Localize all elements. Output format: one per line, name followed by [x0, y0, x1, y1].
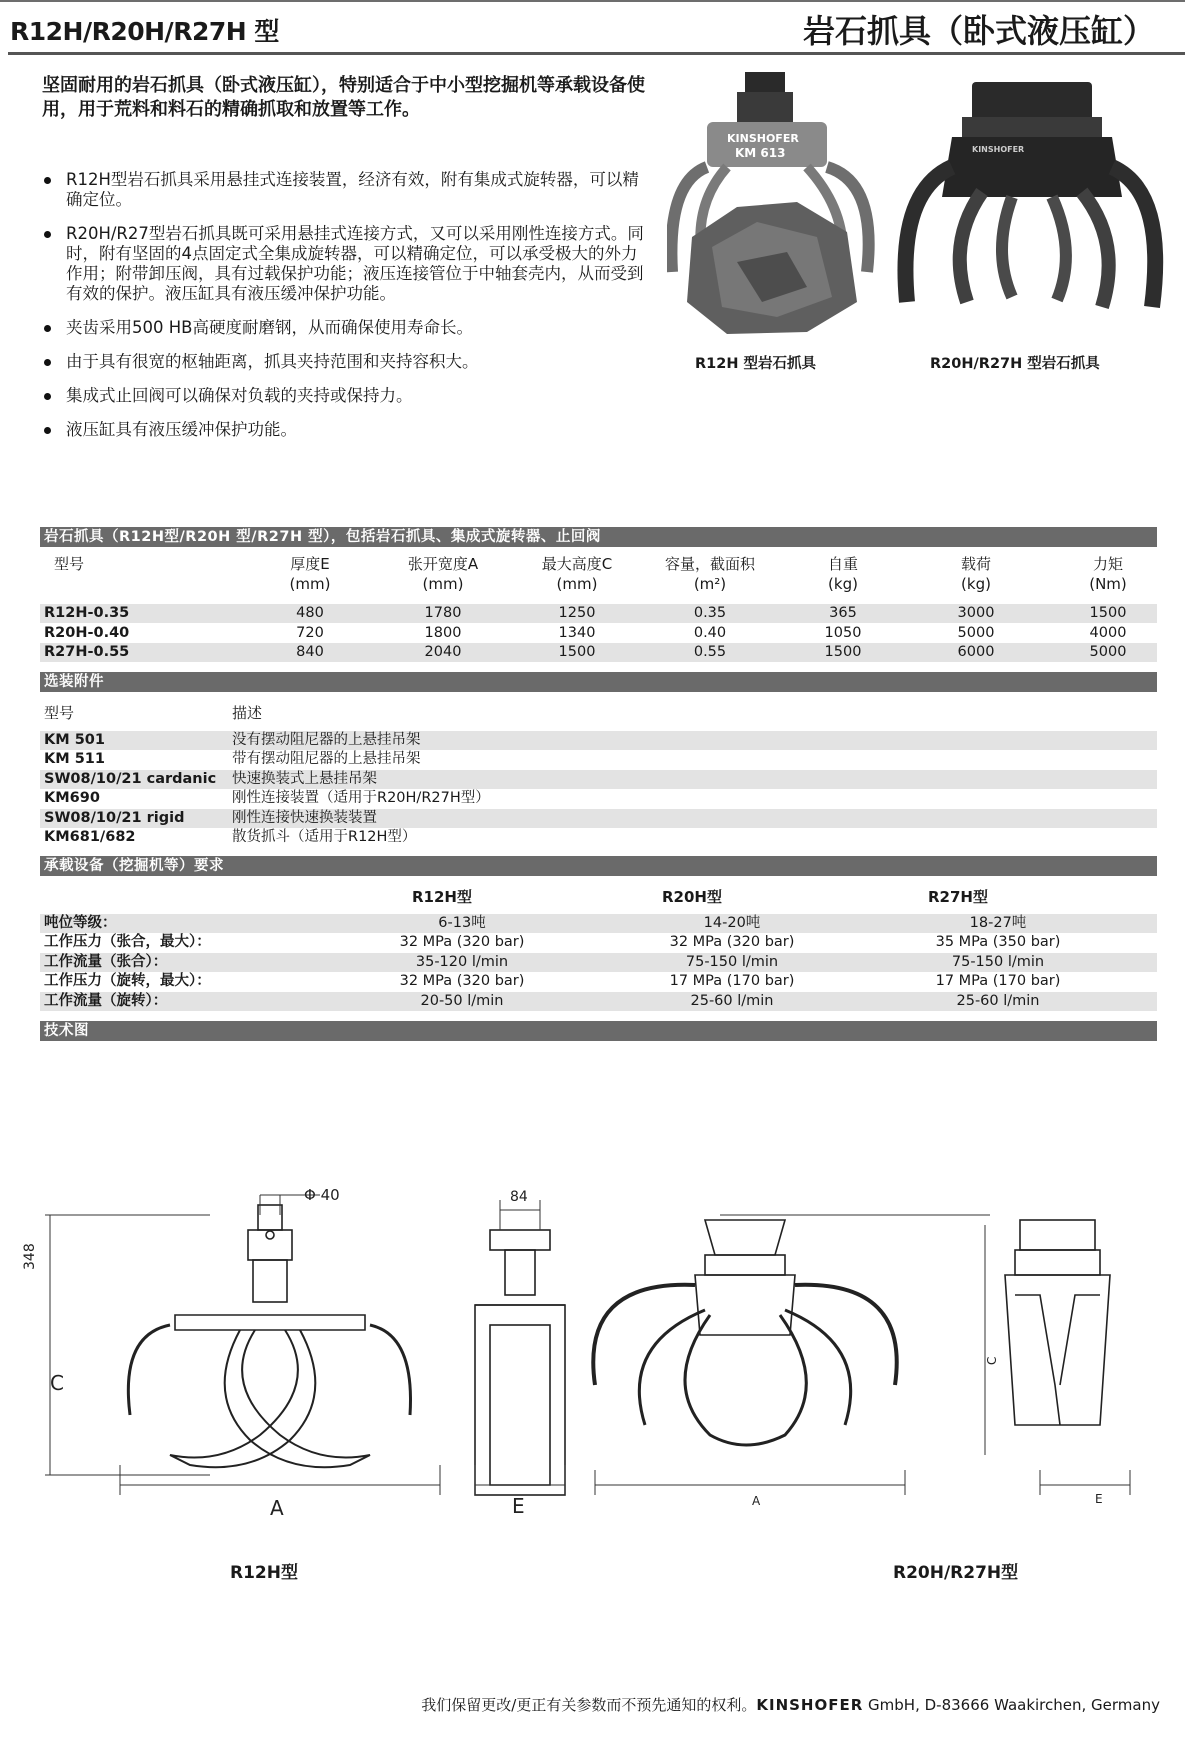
footer-disclaimer: 我们保留更改/更正有关参数而不预先通知的权利。 — [421, 1696, 757, 1714]
dim-label-c: C — [50, 1371, 64, 1395]
model-heading: R12H/R20H/R27H 型 — [10, 17, 279, 46]
dim-84: 84 — [510, 1189, 528, 1205]
r20h-photo — [892, 72, 1167, 347]
photo-caption-left: R12H 型岩石抓具 — [695, 356, 817, 372]
r12h-photo — [667, 72, 882, 347]
table-row: KM 501 没有摆动阻尼器的上悬挂吊架 — [40, 731, 1157, 750]
table-row: SW08/10/21 rigid 刚性连接快速换装装置 — [40, 809, 1157, 828]
spec-col-header: 载荷 (kg) — [960, 555, 991, 593]
acc-col-desc: 描述 — [232, 704, 263, 722]
dim-348: 348 — [22, 1243, 38, 1270]
table-row: 吨位等级： 6-13吨 14-20吨 18-27吨 — [40, 914, 1157, 933]
feature-item: 夹齿采用500 HB高硬度耐磨钢，从而确保使用寿命长。 — [42, 318, 652, 338]
feature-list — [42, 170, 652, 454]
carrier-col-r20h: R20H型 — [662, 888, 722, 906]
dim-label-e-right: E — [1095, 1492, 1103, 1506]
feature-item: 液压缸具有液压缓冲保护功能。 — [42, 420, 652, 440]
header-rule — [8, 52, 1185, 55]
drawing-caption-left: R12H型 — [230, 1563, 298, 1583]
footer-brand: KINSHOFER — [756, 1696, 864, 1714]
spec-table-header — [40, 554, 1157, 598]
technical-drawing — [20, 1185, 1180, 1545]
table-row: KM681/682 散货抓斗（适用于R12H型） — [44, 829, 417, 845]
spec-col-header: 型号 — [54, 555, 85, 573]
feature-item: R12H型岩石抓具采用悬挂式连接装置，经济有效，附有集成式旋转器，可以精确定位。 — [42, 170, 652, 210]
footer — [421, 1694, 1160, 1715]
dim-label-e: E — [512, 1494, 525, 1518]
photo-brand-right: KINSHOFER — [972, 145, 1025, 154]
photo-brand: KINSHOFER — [727, 132, 799, 145]
footer-address: GmbH, D-83666 Waakirchen, Germany — [863, 1696, 1160, 1714]
table-row: R20H-0.40 720 1800 1340 0.40 1050 5000 4000 — [44, 625, 1127, 641]
spec-col-header: 容量，截面积 (m²) — [664, 555, 755, 593]
table-row: SW08/10/21 cardanic 快速换装式上悬挂吊架 — [40, 770, 1157, 789]
intro-paragraph: 坚固耐用的岩石抓具（卧式液压缸），特别适合于中小型挖掘机等承载设备使用，用于荒料和料石的精确抓取和放置等工作。 — [42, 75, 645, 120]
spec-col-header: 厚度E (mm) — [289, 555, 331, 593]
drawings-title: 技术图 — [40, 1021, 1157, 1041]
carrier-col-r27h: R27H型 — [928, 888, 988, 906]
table-row: R12H-0.35 480 1780 1250 0.35 365 3000 1500 — [40, 604, 1157, 623]
dim-label-c-right: C — [985, 1356, 999, 1365]
table-row: KM 511 带有摆动阻尼器的上悬挂吊架 — [44, 751, 421, 767]
carrier-col-r12h: R12H型 — [412, 888, 472, 906]
photo-model: KM 613 — [735, 146, 786, 160]
feature-item: R20H/R27型岩石抓具既可采用悬挂式连接方式，又可以采用刚性连接方式。同时，附有坚固的4点固定式全集成旋转器，可以精确定位，可以承受极大的外力作用；附带卸压阀，具有过载保护功能；液压连接管位于中轴套壳内，从而受到有效的保护。液压缸具有液压缓冲保护功能。 — [42, 224, 652, 304]
table-row: KM690 刚性连接装置（适用于R20H/R27H型） — [44, 790, 490, 806]
photo-caption-right: R20H/R27H 型岩石抓具 — [930, 356, 1100, 372]
table-row: 工作压力（张合，最大）： 32 MPa (320 bar) 32 MPa (320 bar) 35 MPa (350 bar) — [44, 934, 1061, 950]
table-row: R27H-0.55 840 2040 1500 0.55 1500 6000 5000 — [40, 643, 1157, 662]
drawing-caption-right: R20H/R27H型 — [893, 1563, 1019, 1583]
table-row: 工作压力（旋转，最大）： 32 MPa (320 bar) 17 MPa (170 bar) 17 MPa (170 bar) — [44, 973, 1061, 989]
dim-phi40: Φ 40 — [304, 1186, 340, 1204]
acc-col-model: 型号 — [44, 704, 75, 722]
spec-col-header: 张开宽度A (mm) — [407, 555, 479, 593]
dim-label-a-right: A — [752, 1494, 761, 1508]
spec-table-title: 岩石抓具（R12H型/R20H 型/R27H 型），包括岩石抓具、集成式旋转器、止回阀 — [40, 527, 1157, 547]
carrier-title: 承载设备（挖掘机等）要求 — [40, 856, 1157, 876]
spec-col-header: 最大高度C (mm) — [541, 555, 613, 593]
feature-item: 由于具有很宽的枢轴距离，抓具夹持范围和夹持容积大。 — [42, 352, 652, 372]
dim-label-a: A — [270, 1496, 284, 1520]
top-rule — [0, 0, 1185, 2]
page-title: 岩石抓具（卧式液压缸） — [802, 12, 1155, 50]
table-row: 工作流量（张合）： 35-120 l/min 75-150 l/min 75-150 l/min — [40, 953, 1157, 972]
spec-col-header: 自重 (kg) — [827, 555, 858, 593]
accessories-title: 选装附件 — [40, 672, 1157, 692]
table-row: 工作流量（旋转）： 20-50 l/min 25-60 l/min 25-60 l/min — [40, 992, 1157, 1011]
spec-col-header: 力矩 (Nm) — [1089, 555, 1127, 593]
feature-item: 集成式止回阀可以确保对负载的夹持或保持力。 — [42, 386, 652, 406]
